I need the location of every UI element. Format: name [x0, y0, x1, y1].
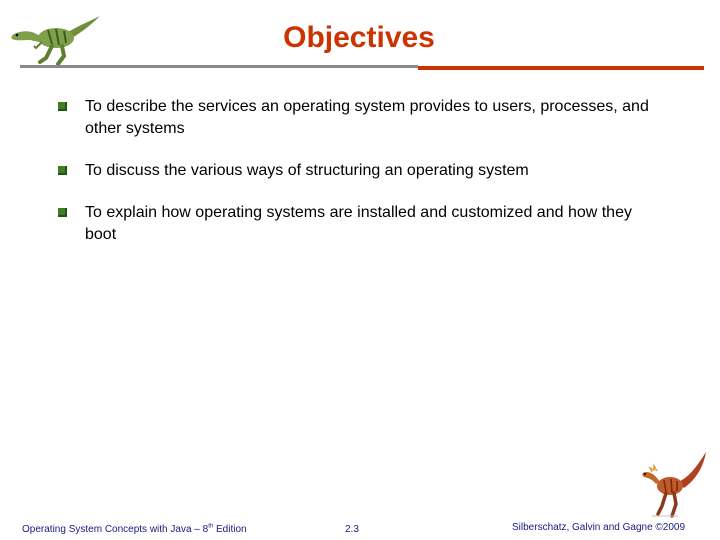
footer-book-title-suffix: Edition	[213, 524, 247, 535]
footer-copyright: Silberschatz, Galvin and Gagne ©2009	[512, 522, 686, 533]
page-number: 2.3	[345, 524, 359, 535]
footer-book-title-sup: th	[208, 523, 214, 530]
objectives-list	[58, 96, 658, 266]
square-bullet-icon	[58, 166, 67, 175]
footer-book-title-prefix: Operating System Concepts with Java – 8	[22, 524, 209, 535]
slide-title: Objectives	[283, 21, 435, 54]
footer-book-title	[22, 524, 247, 535]
header-rule-grey	[20, 65, 418, 68]
green-dinosaur-icon	[6, 10, 102, 66]
square-bullet-icon	[58, 208, 67, 217]
list-item	[58, 96, 658, 140]
list-item	[58, 160, 658, 182]
square-bullet-icon	[58, 102, 67, 111]
list-item	[58, 202, 658, 246]
bullet-text: To describe the services an operating system provides to users, processes, and other systems	[85, 98, 649, 137]
bullet-text: To explain how operating systems are installed and customized and how they boot	[85, 204, 632, 243]
header-rule-red	[418, 66, 704, 70]
bullet-text: To discuss the various ways of structuring an operating system	[85, 162, 529, 179]
red-dinosaur-icon	[638, 448, 710, 520]
